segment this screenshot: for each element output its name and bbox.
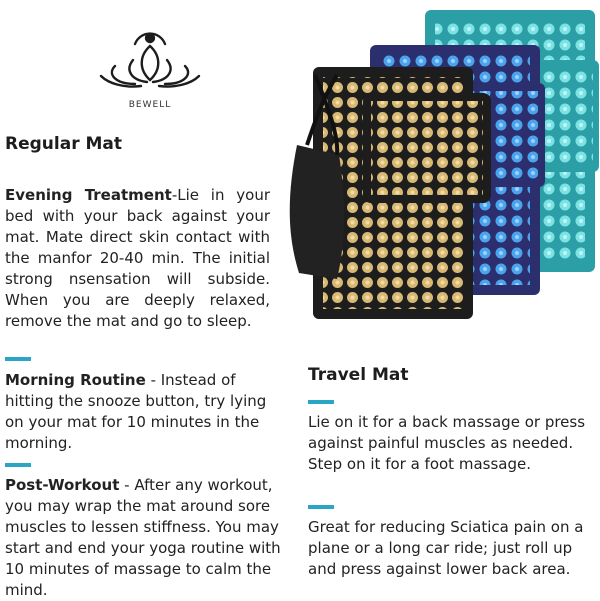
- post-workout-title: Post-Workout: [5, 476, 120, 494]
- evening-treatment-text: -Lie in your bed with your back against your mat. Mate direct skin contact with the manfor 20-40 min. The initial strong nsensation will subside. When you are deeply relaxed, remove the mat and go to sleep.: [5, 186, 270, 330]
- post-workout-paragraph: [5, 475, 287, 601]
- divider-dash: [5, 357, 31, 361]
- black-mat: [290, 67, 491, 319]
- brand-name: BEWELL: [128, 100, 172, 110]
- morning-routine-title: Morning Routine: [5, 371, 146, 389]
- divider-dash: [5, 463, 31, 467]
- lotus-meditation-icon: [95, 18, 205, 96]
- divider-dash: [308, 505, 334, 509]
- divider-dash: [308, 400, 334, 404]
- regular-mat-heading: Regular Mat: [5, 134, 123, 154]
- travel-mat-paragraph-2: Great for reducing Sciatica pain on a plane or a long car ride; just roll up and press against lower back area.: [308, 518, 584, 578]
- post-workout-text: - After any workout, you may wrap the mat around sore muscles to lessen stiffness. You may start and end your yoga routine with 10 minutes of massage to calm the mind.: [5, 476, 281, 599]
- evening-treatment-title: Evening Treatment: [5, 186, 172, 204]
- brand-logo: [95, 18, 205, 108]
- travel-mat-paragraph-1: Lie on it for a back massage or press against painful muscles as needed. Step on it for a foot massage.: [308, 413, 586, 473]
- morning-routine-paragraph: [5, 370, 275, 454]
- morning-routine-text: - Instead of hitting the snooze button, try lying on your mat for 10 minutes in the morning.: [5, 371, 267, 452]
- travel-mat-heading: Travel Mat: [308, 365, 409, 385]
- evening-treatment-paragraph: [5, 185, 270, 332]
- product-photo-mats: [285, 5, 600, 325]
